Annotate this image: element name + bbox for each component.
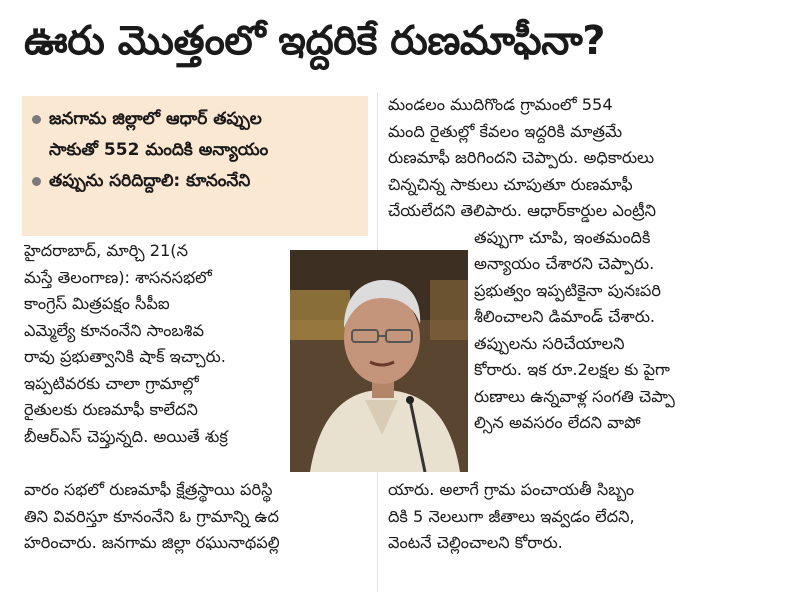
text-line: రావు ప్రభుత్వానికి షాక్ ఇచ్చారు. bbox=[24, 347, 226, 366]
bullet-icon bbox=[32, 177, 41, 186]
text-line: రైతులకు రుణమాఫీ కాలేదని bbox=[24, 400, 198, 419]
text-line: కాంగ్రెస్ మిత్రపక్షం సీపీఐ bbox=[24, 294, 170, 313]
text-line: తప్పులను సరిచేయాలని bbox=[474, 333, 625, 353]
text-line: రుణాలు ఉన్నవాళ్ల సంగతి చెప్పా bbox=[474, 386, 675, 406]
text-line: శీలించాలని డిమాండ్ చేశారు. bbox=[474, 307, 656, 326]
text-line: మంది రైతుల్లో కేవలం ఇద్దరికి మాత్రమే bbox=[388, 121, 623, 141]
kicker-text: తప్పును సరిదిద్దాలి: కూనంనేని bbox=[49, 171, 251, 191]
article-right-bottom bbox=[388, 477, 778, 557]
headline: ఊరు మొత్తంలో ఇద్దరికే రుణమాఫీనా? bbox=[24, 18, 605, 64]
text-line: వెంటనే చెల్లించాలని కోరారు. bbox=[388, 533, 563, 552]
text-line: వారం సభలో రుణమాఫీ క్షేత్రస్థాయి పరిస్థి bbox=[24, 480, 273, 499]
text-line: దికి 5 నెలలుగా జీతాలు ఇవ్వడం లేదని, bbox=[388, 506, 635, 526]
text-line: హరించారు. జనగామ జిల్లా రఘునాథపల్లి bbox=[24, 533, 280, 552]
text-line: చేయలేదని తెలిపారు. ఆధార్‌కార్డుల ఎంట్రీని bbox=[388, 201, 656, 220]
text-narrow-block bbox=[474, 225, 778, 437]
text-line: చిన్నచిన్న సాకులు చూపుతూ రుణమాఫీ bbox=[388, 174, 633, 194]
text-line: తప్పుగా చూపి, ఇంతమందికి bbox=[474, 227, 651, 247]
article-right-column bbox=[388, 92, 778, 437]
kicker-item bbox=[32, 104, 362, 166]
text-line: అన్యాయం చేశారని చెప్పారు. bbox=[474, 254, 655, 273]
text-line: యారు. అలాగే గ్రామ పంచాయతీ సిబ్బం bbox=[388, 480, 635, 499]
kicker-text: జనగామ జిల్లాలో ఆధార్ తప్పుల సాకుతో 552 మందికి అన్యాయం bbox=[49, 109, 269, 160]
text-line: ఎమ్మెల్యే కూనంనేని సాంబశివ bbox=[24, 320, 204, 340]
text-line: మస్తే తెలంగాణ): శాసనసభలో bbox=[24, 267, 212, 287]
bullet-icon bbox=[32, 115, 41, 124]
text-line: కోరారు. ఇక రూ.2లక్షల కు పైగా bbox=[474, 360, 670, 379]
text-line: రుణమాఫీ జరిగిందని చెప్పారు. అధికారులు bbox=[388, 148, 655, 167]
kicker-box bbox=[22, 96, 368, 236]
text-line: ఇప్పటివరకు చాలా గ్రామాల్లో bbox=[24, 373, 199, 393]
text-line: తిని వివరిస్తూ కూనంనేని ఓ గ్రామాన్ని ఉద bbox=[24, 506, 279, 526]
article-left-column bbox=[24, 238, 284, 450]
text-line: బీఆర్ఎస్ చెప్తున్నది. అయితే శుక్ర bbox=[24, 426, 228, 446]
article-left-bottom bbox=[24, 477, 369, 557]
text-line: ప్రభుత్వం ఇప్పటికైనా పునఃపరి bbox=[474, 280, 662, 300]
text-line: మండలం ముదిగొండ గ్రామంలో 554 bbox=[388, 95, 613, 114]
kicker-item bbox=[32, 166, 362, 197]
text-line: ల్సిన అవసరం లేదని వాపో bbox=[474, 413, 641, 432]
text-line: హైదరాబాద్, మార్చి 21(న bbox=[24, 241, 188, 260]
